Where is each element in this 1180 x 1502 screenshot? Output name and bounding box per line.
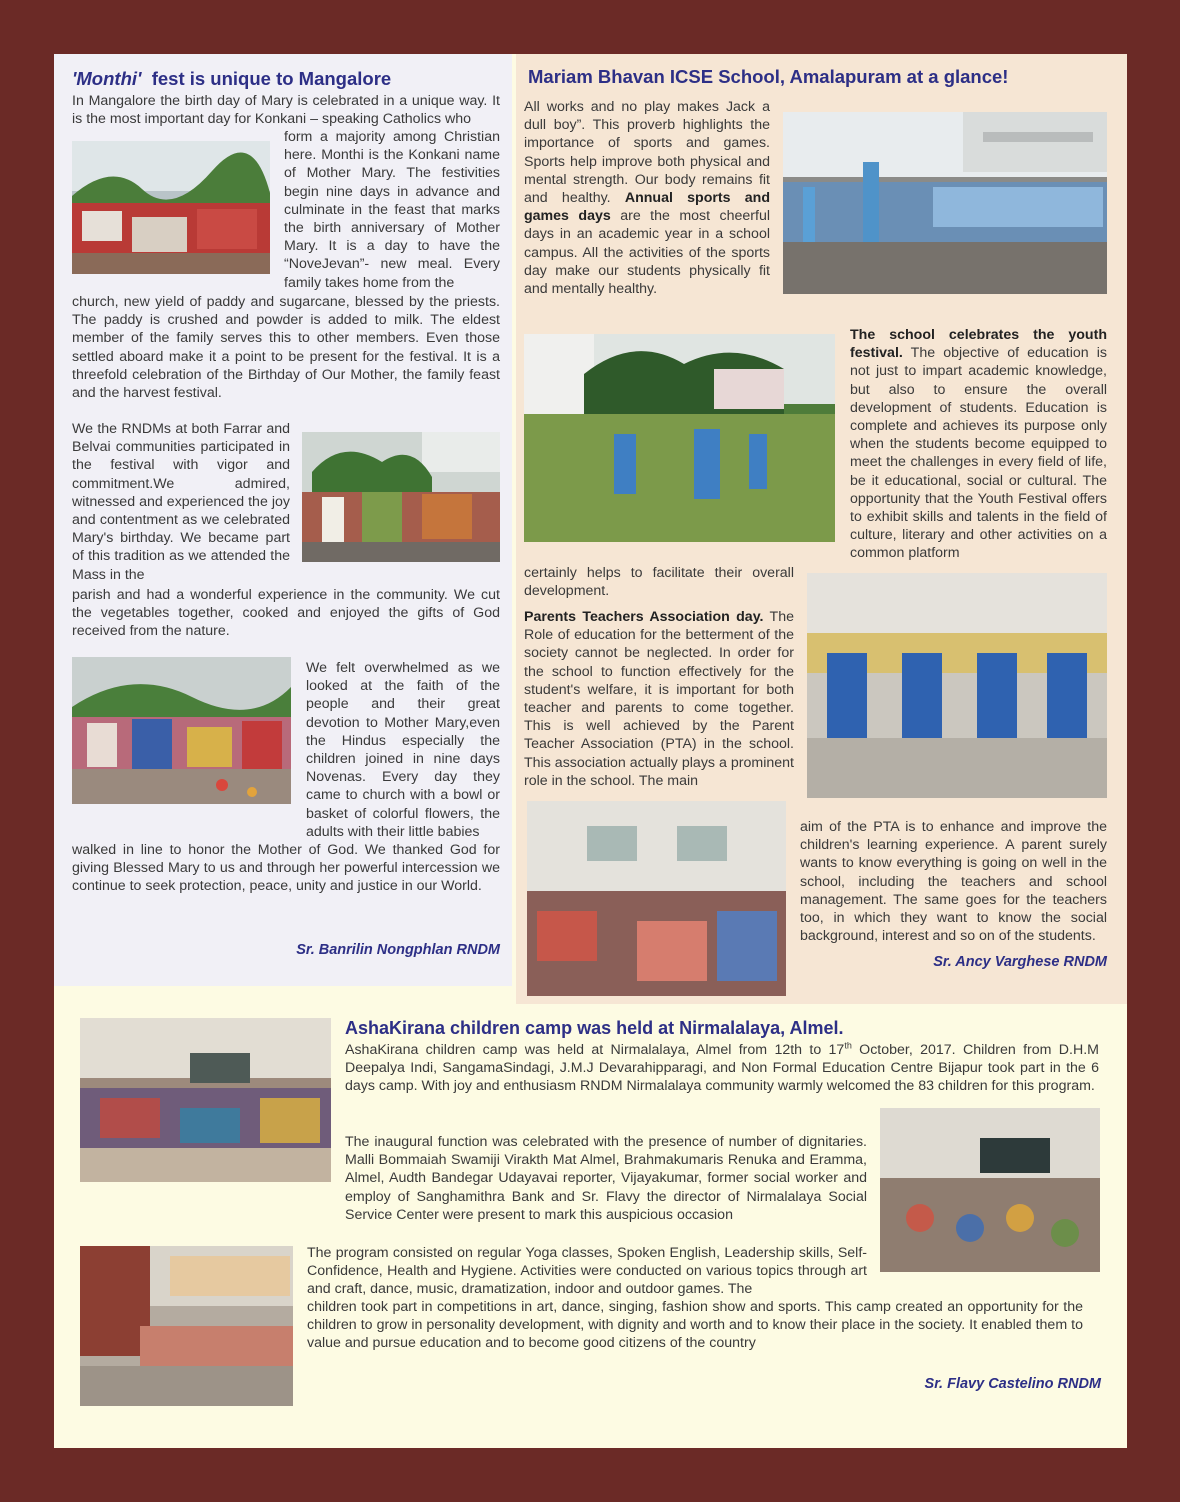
mariam-sports-paragraph	[524, 98, 770, 298]
monthi-paragraph-3-wide: walked in line to honor the Mother of God. We thanked God for giving Blessed Mary to us and through her powerful intercession we continue to seek protection, peace, unity and justice in our World.	[72, 842, 500, 895]
monthi-paragraph-2-wide: parish and had a wonderful experience in the community. We cut the vegetables together, cooked and enjoyed the gifts of God received from the nature.	[72, 587, 500, 640]
monthi-intro: In Mangalore the birth day of Mary is celebrated in a unique way. It is the most important day for Konkani – speaking Catholics who	[72, 93, 500, 128]
asha-p1-superscript: th	[844, 1040, 852, 1051]
mariam-sports-rest: are the most cheerful days in an academic year in a school campus. All the activities of the sports day make our students physically fit and mentally healthy.	[524, 208, 770, 298]
asha-author: Sr. Flavy Castelino RNDM	[924, 1376, 1101, 1392]
monthi-paragraph-1-wide: church, new yield of paddy and sugarcane, blessed by the priests. The paddy is crushed and powder is added to milk. The eldest member of the family serves this to other members. Even those settled aboard make it a point to be present for the festival. It is a threefold celebration of the Birthday of Our Mother, the family feast and the harvest festival.	[72, 294, 500, 402]
monthi-title-rest: fest is unique to Mangalore	[151, 68, 392, 89]
monthi-author: Sr. Banrilin Nongphlan RNDM	[296, 942, 500, 958]
monthi-crowd-photo	[72, 141, 270, 274]
mariam-youth-festival-photo	[524, 334, 835, 542]
asha-paragraph-3-wide: children took part in competitions in art, dance, singing, fashion show and sports. This camp created an opportunity for the children to grow in personality development, with dignity and worth and to know their place in the society. It enabled them to value and pursue education and to become good citizens of the country	[307, 1299, 1083, 1352]
mariam-sports-day-photo	[783, 112, 1107, 294]
mariam-pta-bold: Parents Teachers Association day.	[524, 609, 764, 625]
asha-yoga-photo	[80, 1246, 293, 1406]
mariam-youth-text: The objective of education is not just to impart academic knowledge, but also to ensure the overall development of students. Education is complete and achieves its purpose only when the students become equipped to meet the challenges in every field of life, be it educational, social or cultural. The opportunity that the Youth Festival offers to exhibit skills and talents in the field of culture, literary and other activities on a common platform	[850, 345, 1108, 562]
mariam-author: Sr. Ancy Varghese RNDM	[933, 954, 1107, 970]
asha-paragraph-2: The inaugural function was celebrated with the presence of number of dignitaries. Malli Bommaiah Swamiji Virakth Mat Almel, Brahmakumaris Renuka and Eramma, Almel, Audth Bandegar Udayavai reporter, Vijayakumar, former social worker and employ of Sanghamithra Bank and Sr. Flavy the director of Nirmalalaya Social Service Center were present to mark this auspicious occasion	[345, 1134, 867, 1223]
mariam-youth-paragraph	[850, 326, 1107, 563]
mariam-pta-text: The Role of education for the betterment of the society cannot be neglected. In order for the school to function effectively for the student's welfare, it is important for both teacher and parents to come together. This is well achieved by the Parent Teacher Association (PTA) in the school. This association actually plays a prominent role in the school. The main	[524, 609, 794, 789]
mariam-sports-text: All works and no play makes Jack a dull boy”. This proverb highlights the importance of sports and games. Sports help improve both physical and mental strength. Our body remains fit and healthy.	[524, 99, 770, 207]
asha-p1-part-b: October, 2017. Children from D.H.M Deepalya Indi, SangamaSindagi, J.M.J Devarahipparagi, and Non Formal Education Centre Bijapur took part in the 6 days camp. With joy and enthusiasm RNDM Nirmalalaya community warmly welcomed the 83 children for this program.	[345, 1042, 1099, 1095]
mariam-sports-bold: Annual sports and games days	[524, 190, 770, 225]
mariam-title: Mariam Bhavan ICSE School, Amalapuram at a glance!	[528, 66, 1009, 87]
monthi-paragraph-1-narrow: form a majority among Christian here. Monthi is the Konkani name of Mother Mary. The festivities begin nine days in advance and culminate in the feast that marks the birth anniversary of Mother Mary. It is a day to have the “NoveJevan”- new meal. Every family takes home from the	[284, 129, 500, 291]
asha-classroom-photo	[880, 1108, 1100, 1272]
monthi-flowers-photo	[72, 657, 291, 804]
monthi-title	[72, 68, 391, 90]
mariam-pta-continuation: aim of the PTA is to enhance and improve the children's learning experience. A parent surely wants to know everything is going on well in the school, including the teachers and school management. The same goes for the teachers too, in which they want to know the social background, interest and so on of the students.	[800, 819, 1107, 945]
asha-paragraph-3-narrow: The program consisted on regular Yoga classes, Spoken English, Leadership skills, Self-Confidence, Health and Hygiene. Activities were conducted on various topics through art and craft, dance, music, dramatization, indoor and outdoor games. The	[307, 1245, 867, 1298]
asha-title: AshaKirana children camp was held at Nirmalalaya, Almel.	[345, 1018, 844, 1038]
monthi-paragraph-3-narrow: We felt overwhelmed as we looked at the faith of the people and their great devotion to Mother Mary,even the Hindus especially the children joined in nine days Novenas. Every day they came to church with a bowl or basket of colorful flowers, the adults with their little babies	[306, 660, 500, 840]
asha-group-photo	[80, 1018, 331, 1182]
asha-p1-part-a: AshaKirana children camp was held at Nirmalalaya, Almel from 12th to 17	[345, 1042, 845, 1058]
monthi-title-italic: 'Monthi'	[72, 68, 142, 89]
monthi-procession-photo	[302, 432, 500, 562]
monthi-paragraph-2-narrow: We the RNDMs at both Farrar and Belvai communities participated in the festival with vigor and commitment.We admired, witnessed and experienced the joy and contentment as we celebrated Mary's birthday. We became part of this tradition as we attended the Mass in the	[72, 421, 290, 583]
mariam-pta-paragraph	[524, 608, 794, 790]
asha-paragraph-1	[345, 1041, 1099, 1096]
mariam-pta-dance-photo	[807, 573, 1107, 798]
mariam-pta-meeting-photo	[527, 801, 786, 996]
mariam-youth-continuation: certainly helps to facilitate their overall development.	[524, 565, 794, 600]
mariam-youth-bold: The school celebrates the youth festival.	[850, 327, 1107, 362]
